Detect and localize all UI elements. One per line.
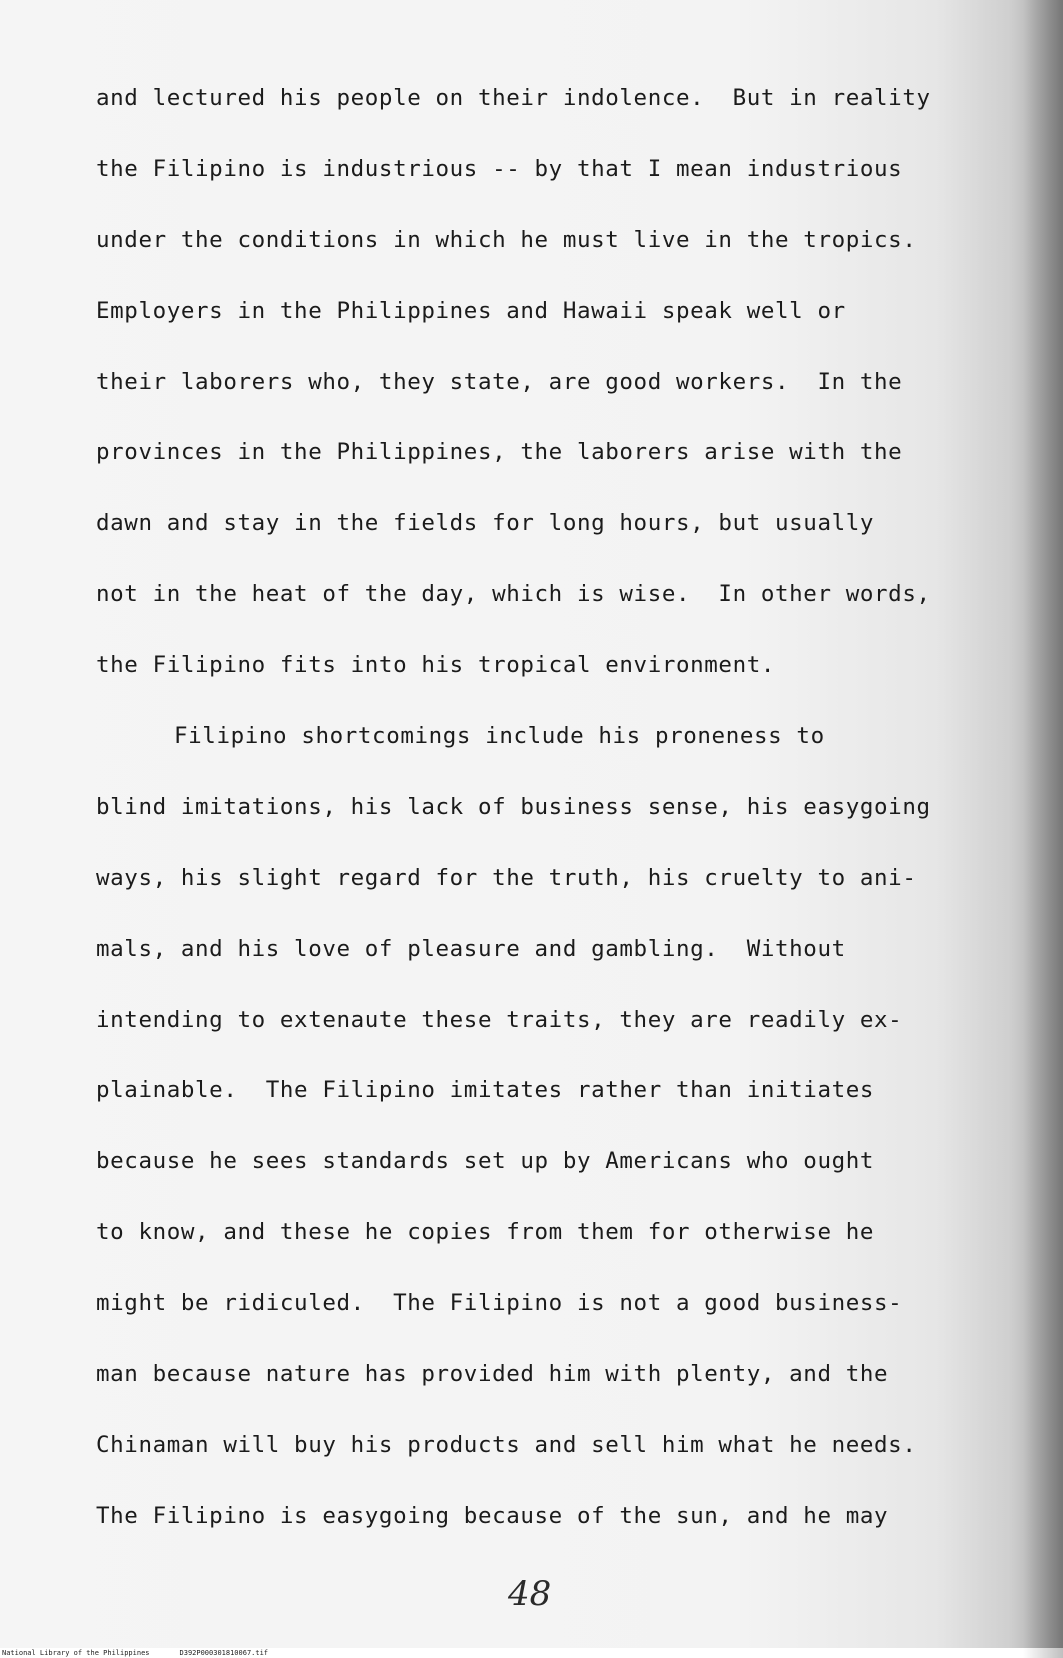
text-line-4: Employers in the Philippines and Hawaii speak well or xyxy=(96,297,846,324)
scan-footer xyxy=(0,1648,1063,1658)
text-line-16: because he sees standards set up by Americans who ought xyxy=(96,1148,875,1175)
text-line-7: dawn and stay in the fields for long hours, but usually xyxy=(96,510,875,537)
body-text xyxy=(96,78,996,1567)
text-line-3: under the conditions in which he must live in the tropics. xyxy=(96,226,917,253)
text-line-11: blind imitations, his lack of business sense, his easygoing xyxy=(96,793,931,820)
text-line-1: and lectured his people on their indolence. But in reality xyxy=(96,85,931,111)
text-line-13: mals, and his love of pleasure and gambling. Without xyxy=(96,935,846,962)
text-line-18: might be ridiculed. The Filipino is not a good business- xyxy=(96,1290,903,1317)
text-line-15: plainable. The Filipino imitates rather than initiates xyxy=(96,1077,875,1104)
text-line-8: not in the heat of the day, which is wise. In other words, xyxy=(96,581,931,608)
text-line-2: the Filipino is industrious -- by that I mean industrious xyxy=(96,155,903,182)
text-line-19: man because nature has provided him with plenty, and the xyxy=(96,1361,889,1388)
text-line-21: The Filipino is easygoing because of the sun, and he may xyxy=(96,1502,889,1529)
text-line-10: Filipino shortcomings include his proneness to xyxy=(174,723,825,750)
text-line-20: Chinaman will buy his products and sell him what he needs. xyxy=(96,1431,917,1458)
text-line-14: intending to extenaute these traits, they are readily ex- xyxy=(96,1006,903,1033)
text-line-17: to know, and these he copies from them for otherwise he xyxy=(96,1219,875,1246)
text-line-6: provinces in the Philippines, the laborers arise with the xyxy=(96,439,903,466)
text-line-5: their laborers who, they state, are good workers. In the xyxy=(96,368,903,395)
footer-file-id: D392P000301810067.tif xyxy=(179,1649,269,1657)
page-number: 48 xyxy=(508,1574,552,1614)
footer-library: National Library of the Philippines xyxy=(2,1649,150,1657)
text-line-12: ways, his slight regard for the truth, his cruelty to ani- xyxy=(96,864,917,891)
text-line-9: the Filipino fits into his tropical environment. xyxy=(96,652,776,679)
